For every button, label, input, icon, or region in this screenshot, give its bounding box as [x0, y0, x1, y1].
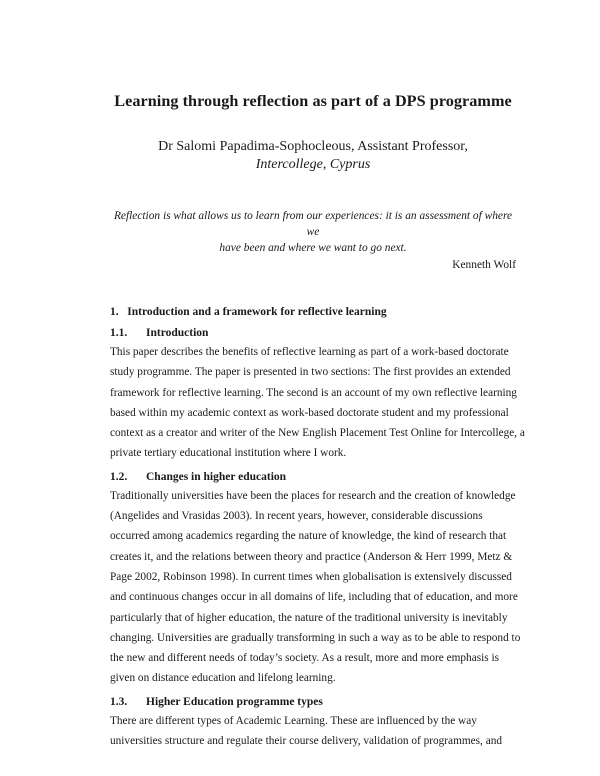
epigraph-line: have been and where we want to go next.: [219, 242, 407, 254]
text-line: There are different types of Academic Learning. These are influenced by the way: [110, 714, 477, 727]
epigraph-line: Reflection is what allows us to learn from our experiences: it is an assessment of where we: [113, 210, 513, 238]
text-line: Page 2002, Robinson 1998). In current times when globalisation is extensively discussed: [110, 570, 512, 583]
subsection-heading: [110, 325, 516, 341]
text-line: study programme. The paper is presented in two sections: The first provides an extended: [110, 366, 511, 379]
text-line: and continuous changes occur in all domains of life, including that of education, and more: [110, 591, 518, 604]
text-line: (Angelides and Vrasidas 2003). In recent years, however, considerable discussions: [110, 510, 483, 523]
paper-title: Learning through reflection as part of a DPS programme: [114, 92, 512, 110]
paragraph: [110, 711, 516, 752]
text-line: This paper describes the benefits of reflective learning as part of a work-based doctorate: [110, 346, 509, 358]
text-line: particularly that of higher education, the nature of the traditional university is inevitably: [110, 611, 508, 624]
subsection-title: Changes in higher education: [146, 470, 287, 483]
text-line: given on distance education and lifelong learning.: [110, 672, 336, 685]
text-line: Traditionally universities have been the places for research and the creation of knowledge: [110, 489, 516, 502]
subsection-title: Higher Education programme types: [146, 695, 323, 708]
paragraph: [110, 486, 521, 689]
text-line: based within my academic context as work-based doctorate student and my professional: [110, 406, 509, 419]
text-line: private tertiary educational institution where I work.: [110, 447, 347, 460]
epigraph-quote: [110, 208, 516, 256]
subsection-number: 1.1.: [110, 327, 128, 339]
epigraph: [110, 208, 516, 273]
subsection-heading: [110, 694, 516, 710]
paper-affiliation: Intercollege, Cyprus: [255, 157, 371, 172]
text-line: universities structure and regulate their course delivery, validation of programmes, and: [110, 735, 503, 748]
text-line: changing. Universities are gradually transforming in such a way as to be able to respond to: [110, 631, 521, 644]
text-line: the new and different needs of today’s society. As a result, more and more emphasis is: [110, 652, 500, 665]
text-line: occurred among academics regarding the nature of knowledge, the kind of research that: [110, 530, 507, 543]
text-line: framework for reflective learning. The second is an account of my own reflective learning: [110, 386, 517, 399]
subsection-title: Introduction: [146, 327, 209, 339]
paragraph: [110, 342, 525, 464]
text-line: creates it, and the relations between theory and practice (Anderson & Herr 1999, Metz &: [110, 550, 513, 563]
subsection-heading: [110, 469, 516, 485]
text-line: context as a creator and writer of the New English Placement Test Online for Intercollege, a: [110, 427, 525, 440]
epigraph-attribution: Kenneth Wolf: [452, 259, 516, 271]
subsection-number: 1.2.: [110, 470, 128, 483]
paper-author: Dr Salomi Papadima-Sophocleous, Assistant Professor,: [158, 139, 468, 154]
subsection-number: 1.3.: [110, 695, 128, 708]
section-heading-1: 1. Introduction and a framework for reflective learning: [110, 306, 387, 318]
